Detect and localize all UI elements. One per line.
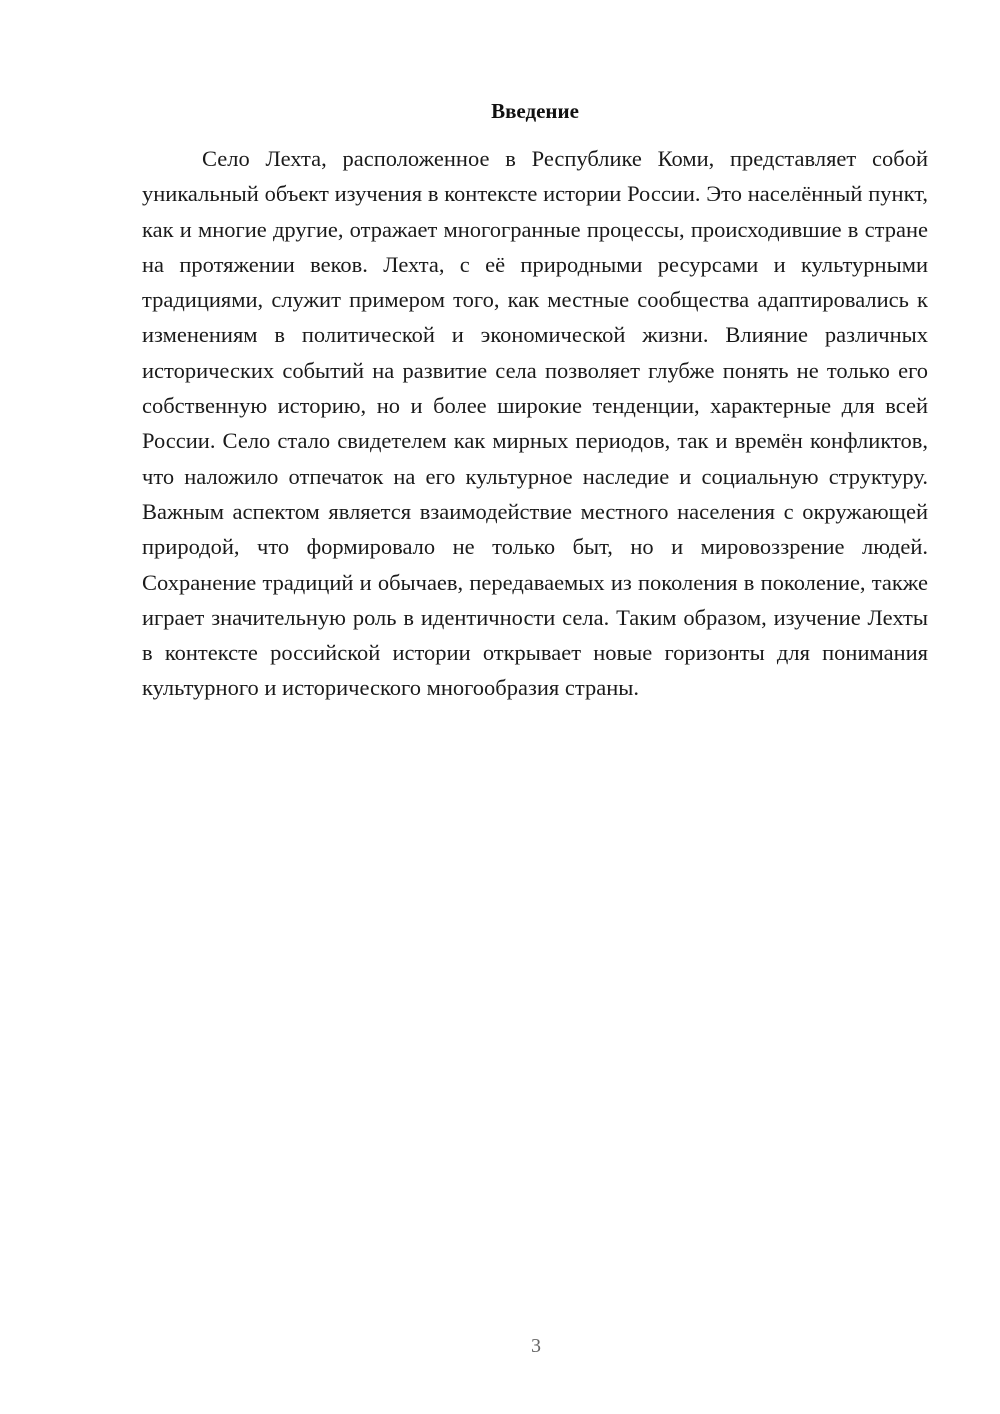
section-heading: Введение (491, 99, 579, 123)
page-number: 3 (531, 1335, 541, 1357)
introduction-paragraph: Село Лехта, расположенное в Республике Коми, представляет собой уникальный объект изучения в контексте истории России. Это населённый пункт, как и многие другие, отражает многогранные процессы, происходившие в стране на протяжении веков. Лехта, с её природными ресурсами и культурными традициями, служит примером того, как местные сообщества адаптировались к изменениям в политической и экономической жизни. Влияние различных исторических событий на развитие села позволяет глубже понять не только его собственную историю, но и более широкие тенденции, характерные для всей России. Село стало свидетелем как мирных периодов, так и времён конфликтов, что наложило отпечаток на его культурное наследие и социальную структуру. Важным аспектом является взаимодействие местного населения с окружающей природой, что формировало не только быт, но и мировоззрение людей. Сохранение традиций и обычаев, передаваемых из поколения в поколение, также играет значительную роль в идентичности села. Таким образом, изучение Лехты в контексте российской истории открывает новые горизонты для понимания культурного и исторического многообразия страны. (142, 146, 928, 701)
